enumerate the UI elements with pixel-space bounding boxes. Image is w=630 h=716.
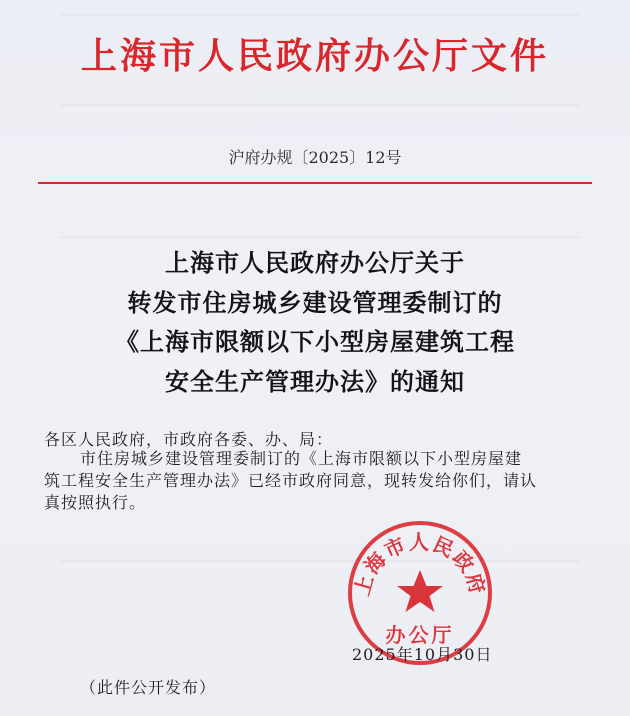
title-line-4: 安全生产管理办法》的通知: [165, 367, 465, 396]
show-through-mark: [60, 560, 580, 562]
body-line-2: 筑工程安全生产管理办法》已经市政府同意，现转发给你们，请认: [44, 471, 538, 490]
document-header: 上海市人民政府办公厅文件: [80, 35, 549, 77]
title-line-2: 转发市住房城乡建设管理委制订的: [127, 288, 503, 317]
title-line-1: 上海市人民政府办公厅关于: [165, 248, 465, 277]
red-divider-rule: [38, 182, 592, 184]
seal-top-text: 上海市人民政府: [349, 530, 491, 599]
salutation: 各区人民政府，市政府各委、办、局：: [44, 430, 334, 449]
title-line-3: 《上海市限额以下小型房屋建筑工程: [115, 327, 515, 356]
show-through-mark: [60, 236, 580, 238]
show-through-mark: [60, 14, 580, 16]
seal-bottom-text: 办公厅: [385, 623, 455, 647]
seal-star-icon: [397, 570, 443, 612]
document-number: 沪府办规〔2025〕12号: [228, 148, 402, 167]
body-line-3: 真按照执行。: [44, 493, 147, 512]
public-release-note: （此件公开发布）: [80, 678, 217, 697]
show-through-mark: [60, 104, 580, 106]
body-line-1: 市住房城乡建设管理委制订的《上海市限额以下小型房屋建: [80, 449, 523, 468]
issue-date: 2025年10月30日: [352, 645, 493, 664]
